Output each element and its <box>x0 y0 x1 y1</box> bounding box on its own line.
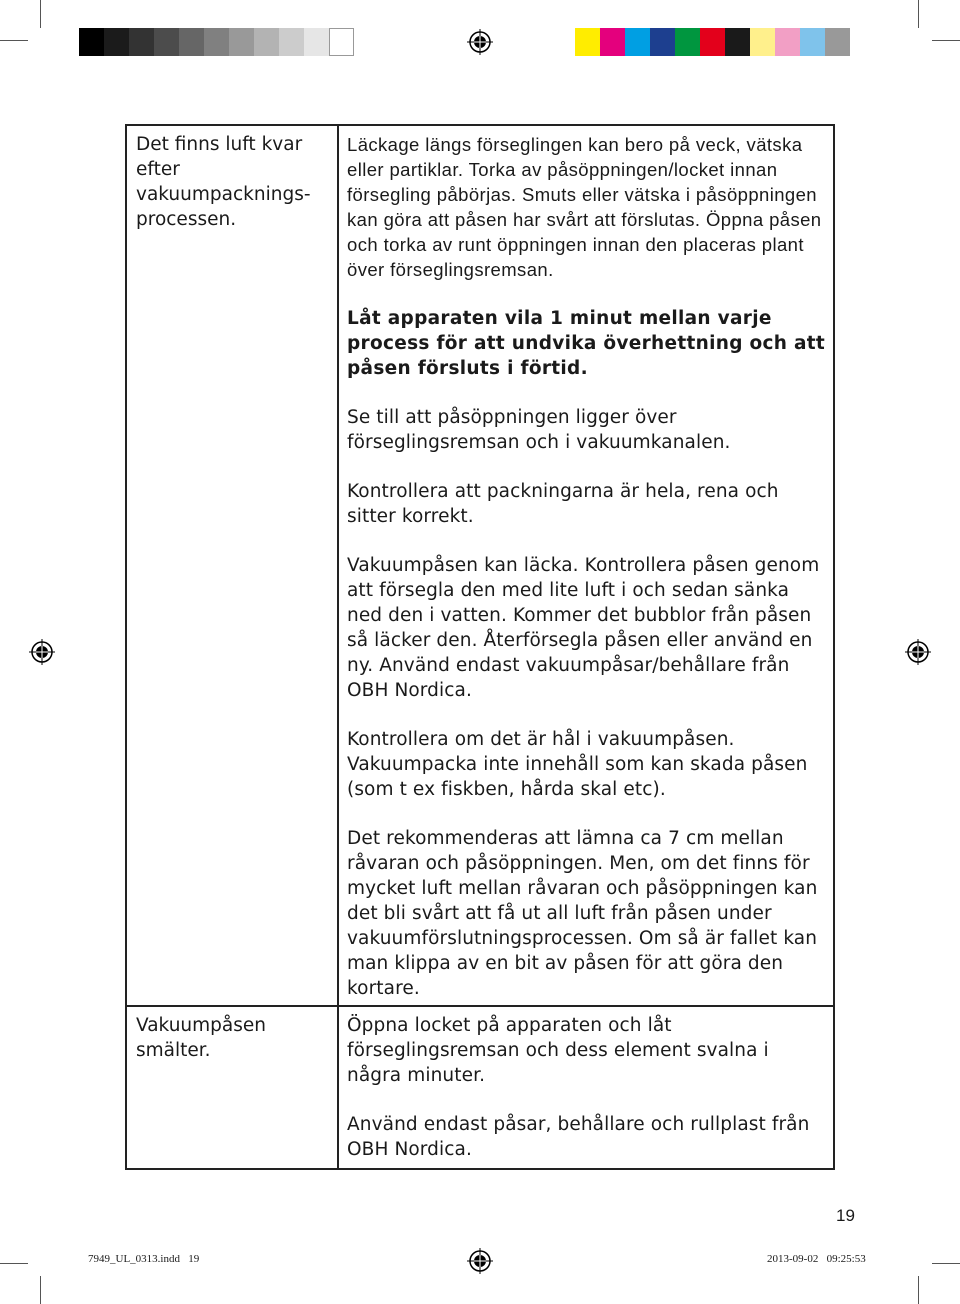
solution-paragraph: Kontrollera om det är hål i vakuumpåsen. Vakuumpacka inte innehåll som kan skada påsen (som t ex fiskben, hårda skal etc). <box>347 729 808 800</box>
solution-paragraph: Det rekommenderas att lämna ca 7 cm mellan råvaran och påsöppningen. Men, om det finns för mycket luft mellan råvaran och påsöppningen kan det bli svårt att få ut all luft från påsen under vakuumförslutningsprocessen. Om så är fallet kan man klippa av en bit av påsen för att göra den kortare. <box>347 828 818 999</box>
grayscale-swatch <box>329 28 354 56</box>
crop-mark <box>932 40 960 41</box>
crop-mark <box>918 1276 919 1304</box>
color-control-bar <box>575 28 850 56</box>
color-swatch <box>800 28 825 56</box>
table-row <box>126 125 834 1006</box>
crop-mark <box>932 1263 960 1264</box>
grayscale-swatch <box>229 28 254 56</box>
color-swatch <box>650 28 675 56</box>
troubleshooting-table <box>125 124 835 1170</box>
crop-mark <box>40 1276 41 1304</box>
registration-mark-icon <box>467 1248 493 1274</box>
color-swatch <box>625 28 650 56</box>
solution-paragraph: Öppna locket på apparaten och låt förseglingsremsan och dess element svalna i några minuter. <box>347 1015 769 1086</box>
registration-mark-icon <box>905 639 931 665</box>
solution-warning: Låt apparaten vila 1 minut mellan varje process för att undvika överhettning och att påsen försluts i förtid. <box>347 308 826 379</box>
page-number: 19 <box>836 1206 855 1225</box>
crop-mark <box>918 0 919 28</box>
color-swatch <box>675 28 700 56</box>
crop-mark <box>0 40 28 41</box>
grayscale-swatch <box>279 28 304 56</box>
grayscale-swatch <box>129 28 154 56</box>
problem-text: Vakuumpåsen smälter. <box>136 1015 266 1061</box>
table-row <box>126 1006 834 1169</box>
grayscale-control-bar <box>79 28 354 56</box>
slug-date-info: 2013-09-02 09:25:53 <box>767 1253 866 1265</box>
solution-cell <box>338 1006 834 1169</box>
solution-paragraph: Vakuumpåsen kan läcka. Kontrollera påsen genom att försegla den med lite luft i och sedan sänka ned den i vatten. Kommer det bubblor från påsen så läcker den. Återförsegla påsen eller använd en ny. Använd endast vakuumpåsar/behållare från OBH Nordica. <box>347 555 820 701</box>
color-swatch <box>825 28 850 56</box>
slug-file-info: 7949_UL_0313.indd 19 <box>88 1253 200 1265</box>
grayscale-swatch <box>154 28 179 56</box>
solution-cell <box>338 125 834 1006</box>
color-swatch <box>775 28 800 56</box>
problem-text: Det finns luft kvar efter vakuumpacknings-processen. <box>136 134 311 230</box>
crop-mark <box>40 0 41 28</box>
color-swatch <box>600 28 625 56</box>
problem-cell <box>126 125 338 1006</box>
solution-paragraph: Kontrollera att packningarna är hela, rena och sitter korrekt. <box>347 481 779 527</box>
grayscale-swatch <box>104 28 129 56</box>
color-swatch <box>700 28 725 56</box>
grayscale-swatch <box>304 28 329 56</box>
grayscale-swatch <box>204 28 229 56</box>
grayscale-swatch <box>254 28 279 56</box>
problem-cell <box>126 1006 338 1169</box>
color-swatch <box>725 28 750 56</box>
color-swatch <box>575 28 600 56</box>
solution-paragraph: Läckage längs förseglingen kan bero på veck, vätska eller partiklar. Torka av påsöppningen/locket innan försegling påbörjas. Smuts eller vätska i påsöppningen kan göra att påsen har svårt att förslutas. Öppna påsen och torka av runt öppningen innan den placeras plant över förseglingsremsan. <box>347 134 822 280</box>
grayscale-swatch <box>179 28 204 56</box>
color-swatch <box>750 28 775 56</box>
registration-mark-icon <box>467 29 493 55</box>
solution-paragraph: Använd endast påsar, behållare och rullplast från OBH Nordica. <box>347 1114 810 1160</box>
grayscale-swatch <box>79 28 104 56</box>
crop-mark <box>0 1263 28 1264</box>
registration-mark-icon <box>29 639 55 665</box>
solution-paragraph: Se till att påsöppningen ligger över förseglingsremsan och i vakuumkanalen. <box>347 407 731 453</box>
